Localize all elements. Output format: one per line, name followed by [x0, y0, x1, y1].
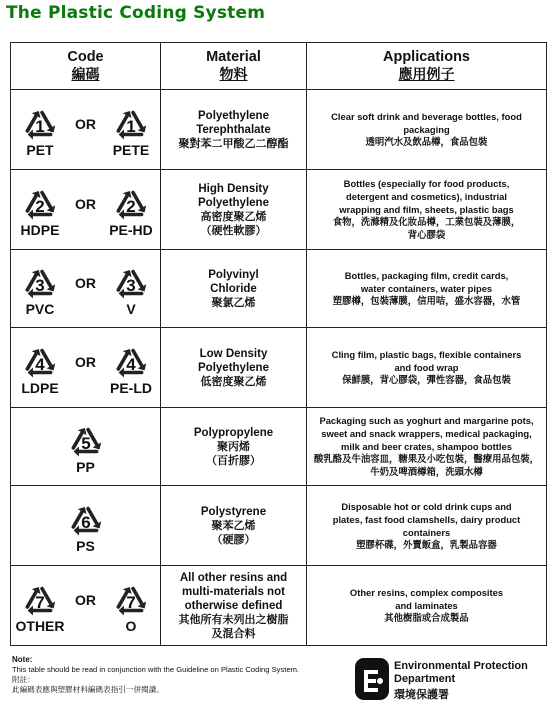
resin-code	[13, 340, 67, 395]
recycling-triangle-icon	[63, 498, 109, 538]
resin-number: 7	[35, 593, 45, 612]
table-row	[11, 328, 547, 408]
applications-text-zh: 牛奶及啤酒樽箱，洗頭水樽	[370, 467, 483, 478]
material-cell	[161, 408, 307, 486]
note-label-zh: 附註：	[12, 675, 35, 684]
code-cell	[11, 170, 161, 250]
resin-number: 1	[126, 117, 136, 136]
table-row	[11, 90, 547, 170]
header-applications-en: Applications	[382, 49, 470, 65]
resin-abbreviation: OTHER	[15, 618, 65, 634]
applications-text-zh: 保鮮膜，背心膠袋，彈性容器，食品包裝	[342, 375, 511, 386]
recycling-triangle-icon	[17, 261, 63, 301]
resin-number: 5	[80, 434, 91, 453]
header-applications	[307, 43, 547, 90]
resin-code	[13, 578, 67, 633]
material-name-en: High Density	[198, 182, 269, 195]
material-name-zh: 高密度聚乙烯	[200, 209, 267, 223]
applications-cell	[307, 486, 547, 566]
resin-code	[104, 578, 158, 633]
header-material-en: Material	[206, 49, 261, 65]
header-material-zh: 物料	[219, 67, 248, 83]
dept-name-en-line1: Environmental Protection	[394, 660, 528, 672]
material-cell	[161, 486, 307, 566]
recycling-triangle-icon	[108, 578, 154, 618]
applications-text-en: plates, fast food clamshells, dairy product	[332, 513, 521, 525]
note-line-en: This table should be read in conjunction with the Guideline on Plastic Coding System.	[12, 665, 300, 674]
material-name-en: Chloride	[210, 282, 257, 295]
resin-code	[104, 340, 158, 395]
material-name-zh: 聚丙烯	[217, 439, 250, 453]
resin-number: 3	[126, 276, 136, 295]
material-name-en: otherwise defined	[184, 599, 283, 612]
applications-text-en: Bottles, packaging film, credit cards,	[344, 270, 509, 281]
applications-text-en: and laminates	[395, 600, 458, 611]
material-name-zh: 聚苯乙烯	[211, 518, 256, 532]
applications-text-zh: 其他樹脂或合成製品	[384, 613, 469, 624]
applications-cell	[307, 566, 547, 646]
material-cell	[161, 170, 307, 250]
recycling-triangle-icon	[108, 261, 154, 301]
resin-abbreviation: PET	[26, 142, 54, 158]
applications-text-en: milk and beer crates, shampoo bottles	[341, 441, 512, 452]
table-row	[11, 486, 547, 566]
table-row	[11, 566, 547, 646]
resin-abbreviation: PS	[76, 538, 95, 554]
applications-text-en: containers	[402, 526, 451, 538]
header-code-en: Code	[67, 49, 104, 65]
resin-code	[59, 419, 113, 474]
resin-code	[59, 498, 113, 553]
resin-abbreviation: LDPE	[21, 380, 59, 396]
material-name-en: Polyvinyl	[208, 268, 259, 281]
material-cell	[161, 250, 307, 328]
epd-branding	[354, 656, 552, 706]
material-cell	[161, 90, 307, 170]
resin-abbreviation: PVC	[25, 301, 55, 317]
note-line-zh: 此編碼表應與塑膠材料編碼表指引一併閱讀。	[12, 685, 164, 694]
resin-number: 6	[80, 513, 91, 532]
applications-text-en: Packaging such as yoghurt and margarine pots,	[319, 415, 534, 426]
epd-logo-icon	[354, 656, 390, 702]
recycling-triangle-icon	[108, 182, 154, 222]
material-name-en: Polyethylene	[198, 109, 269, 122]
applications-cell	[307, 170, 547, 250]
table-row	[11, 408, 547, 486]
applications-text-en: and food wrap	[394, 362, 459, 373]
recycling-triangle-icon	[108, 340, 154, 380]
material-name-en: All other resins and	[179, 571, 288, 584]
material-name-en: Polystyrene	[200, 505, 267, 518]
code-cell	[11, 250, 161, 328]
material-name-en: Polypropylene	[193, 426, 274, 439]
applications-text-zh: 塑膠樽，包裝薄膜，信用咭，盛水容器，水管	[332, 296, 521, 307]
plastic-coding-table	[10, 42, 547, 646]
material-cell	[161, 328, 307, 408]
or-label: OR	[75, 591, 96, 608]
material-name-en: Low Density	[199, 347, 268, 360]
note-label: Note:	[12, 655, 33, 664]
or-label: OR	[75, 195, 96, 212]
recycling-triangle-icon	[63, 419, 109, 459]
or-label: OR	[75, 115, 96, 132]
material-name-zh: （硬性軟膠）	[200, 223, 267, 237]
applications-text-en: Bottles (especially for food products,	[343, 178, 510, 189]
applications-cell	[307, 408, 547, 486]
table-row	[11, 250, 547, 328]
resin-abbreviation: O	[125, 618, 137, 634]
material-name-zh: 聚對苯二甲酸乙二醇酯	[178, 136, 289, 150]
resin-number: 4	[35, 355, 45, 374]
applications-text-zh: 酸乳酪及牛油容皿，糖果及小吃包裝，醫療用品包裝，	[313, 454, 539, 465]
dept-name-zh: 環境保護署	[394, 688, 449, 701]
resin-code	[13, 102, 67, 157]
resin-abbreviation: HDPE	[20, 222, 60, 238]
code-cell	[11, 328, 161, 408]
applications-text-en: Clear soft drink and beverage bottles, food	[331, 111, 522, 122]
material-name-zh: （百折膠）	[206, 453, 261, 467]
applications-text-en: packaging	[403, 124, 450, 135]
applications-text-en: sweet and snack wrappers, medical packaging,	[321, 428, 532, 439]
resin-abbreviation: PP	[76, 459, 95, 475]
resin-code	[13, 261, 67, 316]
code-cell	[11, 566, 161, 646]
resin-abbreviation: V	[126, 301, 136, 317]
resin-abbreviation: PE-LD	[110, 380, 152, 396]
applications-cell	[307, 90, 547, 170]
material-name-zh: 其他所有未列出之樹脂	[178, 612, 289, 626]
material-name-zh: 及混合料	[211, 626, 256, 640]
applications-text-zh: 背心膠袋	[407, 230, 446, 241]
applications-cell	[307, 328, 547, 408]
material-cell	[161, 566, 307, 646]
recycling-triangle-icon	[108, 102, 154, 142]
code-cell	[11, 486, 161, 566]
or-label: OR	[75, 274, 96, 291]
resin-code	[104, 182, 158, 237]
or-label: OR	[75, 353, 96, 370]
applications-text-en: Cling film, plastic bags, flexible containers	[331, 349, 522, 360]
recycling-triangle-icon	[17, 102, 63, 142]
code-cell	[11, 408, 161, 486]
resin-number: 2	[126, 197, 136, 216]
resin-code	[104, 102, 158, 157]
applications-text-zh: 透明汽水及飲品樽，食品包裝	[365, 137, 488, 148]
page-title: The Plastic Coding System	[6, 3, 266, 23]
material-name-zh: 低密度聚乙烯	[200, 374, 267, 388]
applications-cell	[307, 250, 547, 328]
material-name-en: multi-materials not	[182, 585, 285, 598]
resin-number: 7	[126, 593, 136, 612]
resin-number: 1	[35, 117, 45, 136]
table-header-row	[11, 43, 547, 90]
recycling-triangle-icon	[17, 340, 63, 380]
resin-number: 4	[126, 355, 136, 374]
material-name-en: Polyethylene	[198, 361, 269, 374]
material-name-en: Terephthalate	[196, 123, 271, 136]
header-code	[11, 43, 161, 90]
resin-abbreviation: PE-HD	[109, 222, 153, 238]
resin-code	[13, 182, 67, 237]
applications-text-zh: 塑膠杯碟，外賣飯盒，乳製品容器	[356, 539, 497, 551]
code-cell	[11, 90, 161, 170]
applications-text-en: detergent and cosmetics), industrial	[346, 191, 507, 202]
table-row	[11, 170, 547, 250]
recycling-triangle-icon	[17, 182, 63, 222]
recycling-triangle-icon	[17, 578, 63, 618]
material-name-en: Polyethylene	[198, 196, 269, 209]
applications-text-zh: 食物，洗滌精及化妝品樽，工業包裝及薄膜，	[332, 217, 521, 228]
header-material	[161, 43, 307, 90]
dept-name-en-line2: Department	[394, 673, 456, 685]
material-name-zh: （硬膠）	[211, 532, 256, 546]
resin-abbreviation: PETE	[112, 142, 150, 158]
footnote	[12, 655, 352, 695]
applications-text-en: water containers, water pipes	[360, 283, 493, 294]
applications-text-en: Other resins, complex composites	[349, 587, 504, 598]
header-code-zh: 編碼	[71, 67, 100, 83]
resin-number: 2	[35, 197, 45, 216]
resin-number: 3	[35, 276, 45, 295]
header-applications-zh: 應用例子	[398, 67, 455, 83]
material-name-zh: 聚氯乙烯	[211, 295, 256, 309]
applications-text-en: wrapping and film, sheets, plastic bags	[339, 204, 514, 215]
applications-text-en: Disposable hot or cold drink cups and	[341, 500, 512, 512]
resin-code	[104, 261, 158, 316]
